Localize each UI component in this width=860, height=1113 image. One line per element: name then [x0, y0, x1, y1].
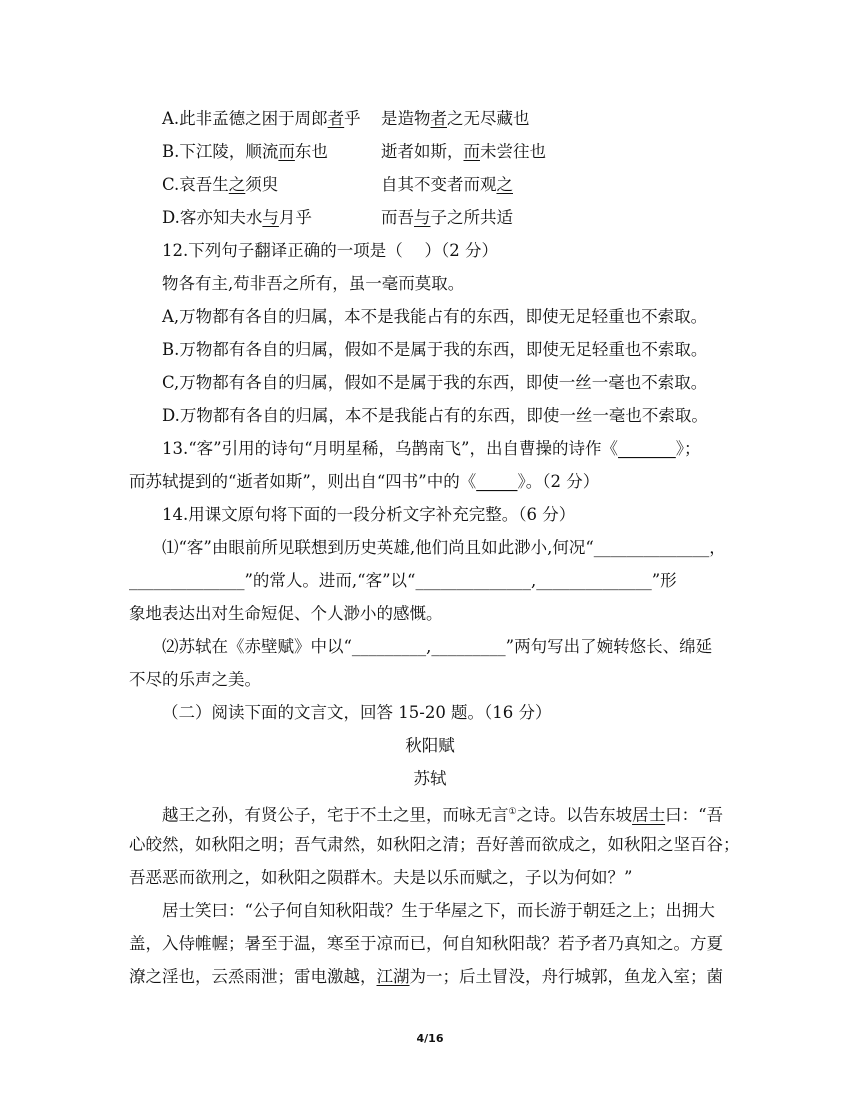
q13-line-1: 13.“客”引用的诗句“月明星稀，乌鹊南飞”，出自曹操的诗作《_______》；: [162, 439, 701, 458]
q14-stem: 14.用课文原句将下面的一段分析文字补充完整。（6 分）: [162, 505, 576, 524]
passage-author: 苏轼: [413, 769, 447, 788]
q14-part1-line-2: ______________”的常人。进而,“客”以“______________,______________”形: [129, 571, 677, 590]
footnote-marker: ①: [508, 807, 517, 817]
q11-option-d-right: 而吾与子之所共适: [381, 208, 513, 227]
q11-option-c-left: C.哀吾生之须臾: [162, 175, 279, 194]
q14-part1-line-3: 象地表达出对生命短促、个人渺小的感慨。: [129, 604, 443, 623]
q12-option-b: B.万物都有各自的归属，假如不是属于我的东西，即使无足轻重也不索取。: [162, 340, 708, 359]
q14-part2-line-2: 不尽的乐声之美。: [129, 670, 261, 689]
q11-option-b-right: 逝者如斯，而未尝往也: [381, 142, 546, 161]
q12-option-c: C,万物都有各自的归属，假如不是属于我的东西，即使一丝一毫也不索取。: [162, 373, 708, 392]
passage-para1-line-2: 心皎然，如秋阳之明；吾气肃然，如秋阳之清；吾好善而欲成之，如秋阳之坚百谷；: [129, 835, 740, 854]
page-number: 4/16: [416, 1032, 444, 1045]
passage-para2-line-1: 居士笑曰：“公子何自知秋阳哉？生于华屋之下，而长游于朝廷之上；出拥大: [162, 901, 715, 920]
q12-option-d: D.万物都有各自的归属，本不是我能占有的东西，即使一丝一毫也不索取。: [162, 406, 708, 425]
q11-option-a-right: 是造物者之无尽藏也: [381, 109, 530, 128]
passage-para1-line-1: 越王之孙，有贤公子，宅于不土之里，而咏无言①之诗。以告东坡居士曰：“吾: [162, 805, 724, 825]
q13-line-2: 而苏轼提到的“逝者如斯”，则出自“四书”中的《_____》。（2 分）: [129, 472, 600, 491]
passage-title: 秋阳赋: [405, 736, 455, 755]
q11-option-c-right: 自其不变者而观之: [381, 175, 513, 194]
q14-part2-line-1: ⑵苏轼在《赤壁赋》中以“_________,_________”两句写出了婉转悠长、绵延: [162, 637, 713, 656]
q12-option-a: A,万物都有各自的归属，本不是我能占有的东西，即使无足轻重也不索取。: [162, 307, 708, 326]
q11-option-d-left: D.客亦知夫水与月乎: [162, 208, 312, 227]
q13-blank-book: _____: [476, 472, 518, 491]
q12-stem: 12.下列句子翻译正确的一项是（ ）（2 分）: [162, 241, 498, 260]
q12-sentence: 物各有主,苟非吾之所有，虽一毫而莫取。: [162, 274, 465, 293]
passage-para2-line-3: 潦之淫也，云烝雨泄；雷电激越，江湖为一；后土冒没，舟行城郭，鱼龙入室；菌: [129, 967, 723, 986]
q13-blank-poem: _______: [617, 439, 676, 458]
q11-option-b-left: B.下江陵，顺流而东也: [162, 142, 328, 161]
section-2-heading: （二）阅读下面的文言文，回答 15-20 题。（16 分）: [162, 703, 552, 722]
passage-para1-line-3: 吾恶恶而欲刑之，如秋阳之陨群木。夫是以乐而赋之，子以为何如？”: [129, 868, 633, 887]
q14-part1-line-1: ⑴“客”由眼前所见联想到历史英雄,他们尚且如此渺小,何况“______________，: [162, 538, 726, 557]
passage-para2-line-2: 盖，入侍帷幄；暑至于温，寒至于凉而已，何自知秋阳哉？若予者乃真知之。方夏: [129, 934, 723, 953]
q11-option-a-left: A.此非孟德之困于周郎者乎: [162, 109, 361, 128]
